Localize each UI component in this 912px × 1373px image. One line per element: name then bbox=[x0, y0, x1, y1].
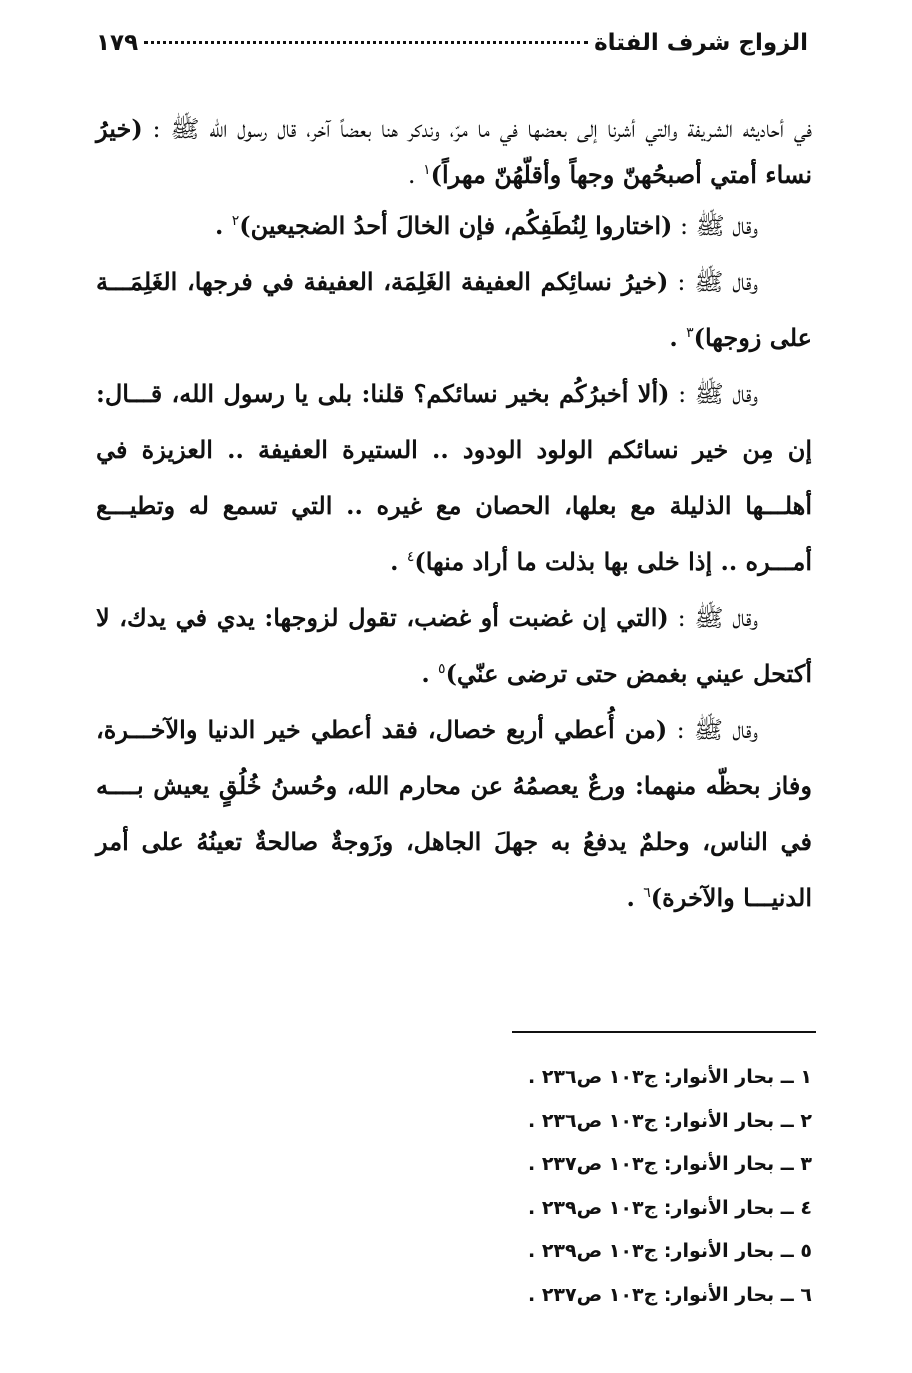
footnote-item: ٥ ــ بحار الأنوار: ج١٠٣ ص٢٣٩ . bbox=[527, 1240, 812, 1262]
footnote-divider bbox=[512, 1031, 816, 1033]
page-number: ١٧٩ bbox=[96, 30, 139, 56]
paragraph-5 bbox=[96, 590, 812, 702]
footnote-ref: ٦ bbox=[643, 885, 651, 901]
paragraph-tail: . bbox=[407, 161, 424, 189]
paragraph-tail: . bbox=[390, 547, 407, 576]
running-header bbox=[96, 30, 808, 70]
footnote-ref: ٤ bbox=[406, 549, 415, 565]
hadith-text: (ألا أخبرُكُم بخير نسائكم؟ قلنا: بلى يا رسول الله، قـــال: إن مِن خير نسائكم الولود الودود .. الستيرة العفيفة .. العزيزة في أهلـــها الذليلة مع بعلها، الحصان مع غيره .. التي تسمع له وتطيـــع أمـــره .. إذا خلى بها بذلت ما أراد منها) bbox=[96, 379, 812, 576]
paragraph-lead: في أحاديثه الشريفة والتي أشرنا إلى بعضها في ما مرّ، وندكر هنا بعضاً آخر، قال رسول الله ﷺ : bbox=[142, 115, 812, 143]
footnote-ref: ٥ bbox=[438, 661, 446, 677]
hadith-text: (من أُعطي أربع خصال، فقد أعطي خير الدنيا والآخـــرة، وفاز بحظّه منهما: ورعٌ يعصمُهُ عن محارم الله، وحُسنُ خُلُقٍ يعيش بــــه في الناس، وحلمٌ يدفعُ به جهلَ الجاهل، وزَوجةٌ صالحةٌ تعينُهُ على أمر الدنيـــا والآخرة) bbox=[96, 715, 813, 912]
running-title: الزواج شرف الفتاة bbox=[594, 30, 808, 56]
paragraph-lead: وقال ﷺ : bbox=[668, 268, 758, 296]
hadith-text: (خيرُ نساء أمتي أصبحُهنّ وجهاً وأقلّهُنّ مهراً) bbox=[96, 114, 812, 189]
paragraph-tail: . bbox=[215, 211, 232, 240]
paragraph-lead: وقال ﷺ : bbox=[667, 716, 758, 744]
leader-dots bbox=[144, 41, 588, 44]
footnote-item: ٦ ــ بحار الأنوار: ج١٠٣ ص٢٣٧ . bbox=[527, 1283, 812, 1306]
paragraph-1 bbox=[96, 106, 812, 198]
footnote-item: ١ ــ بحار الأنوار: ج١٠٣ ص٢٣٦ . bbox=[527, 1066, 812, 1088]
footnote-ref: ١ bbox=[423, 162, 431, 178]
paragraph-3 bbox=[96, 254, 812, 366]
footnote-ref: ٣ bbox=[686, 325, 694, 341]
hadith-text: (التي إن غضبت أو غضب، تقول لزوجها: يدي في يدك، لا أكتحل عيني بغمض حتى ترضى عنّي) bbox=[96, 603, 812, 688]
paragraph-lead: وقال ﷺ : bbox=[668, 604, 759, 632]
footnote-item: ٢ ــ بحار الأنوار: ج١٠٣ ص٢٣٦ . bbox=[527, 1109, 812, 1132]
paragraph-tail: . bbox=[421, 659, 439, 688]
hadith-text: (خيرُ نسائِكم العفيفة الغَلِمَة، العفيفة في فرجها، الغَلِمَـــة على زوجها) bbox=[96, 267, 812, 352]
footnote-item: ٣ ــ بحار الأنوار: ج١٠٣ ص٢٣٧ . bbox=[527, 1153, 812, 1175]
footnote-ref: ٢ bbox=[231, 213, 240, 229]
paragraph-tail: . bbox=[669, 323, 687, 352]
paragraph-4 bbox=[96, 366, 812, 590]
paragraph-6 bbox=[96, 702, 812, 926]
paragraph-2 bbox=[96, 198, 812, 254]
paragraph-tail: . bbox=[626, 883, 644, 912]
paragraph-lead: وقال ﷺ : bbox=[672, 212, 758, 240]
paragraph-lead: وقال ﷺ : bbox=[669, 380, 758, 408]
footnote-item: ٤ ــ بحار الأنوار: ج١٠٣ ص٢٣٩ . bbox=[527, 1196, 812, 1219]
main-text bbox=[96, 106, 812, 926]
hadith-text: (اختاروا لِنُطَفِكُم، فإن الخالَ أحدُ الضجيعين) bbox=[239, 211, 673, 240]
footnotes-list bbox=[380, 1056, 812, 1317]
